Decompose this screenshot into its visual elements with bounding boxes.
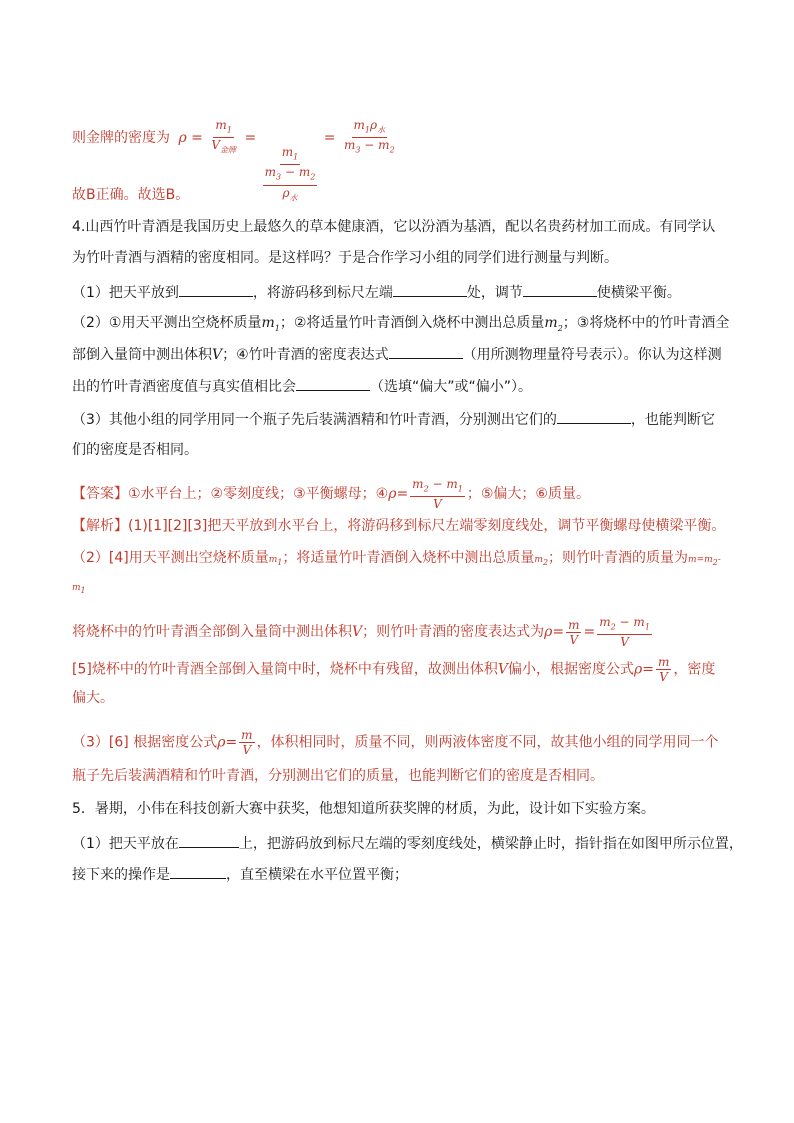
- answer-blank-q5-1[interactable]: [179, 833, 239, 848]
- answer-blank-5[interactable]: [296, 376, 370, 391]
- q4-answer: 【答案】①水平台上；②零刻度线；③平衡螺母；④ρ= $\frac{m_2 - m_1}{V}$ ；⑤偏大；⑥质量。: [72, 477, 590, 512]
- q4-analysis-1: 【解析】(1)[1][2][3]把天平放到水平台上，将游码移到标尺左端零刻度线处，调节平衡螺母使横梁平衡。: [72, 518, 726, 534]
- q5-part1-line1: （1）把天平放在 上，把游码放到标尺左端的零刻度线处，横梁静止时，指针指在如图甲所示位置，: [72, 833, 743, 854]
- answer-tag: 【答案】: [72, 486, 128, 503]
- q4-stem-line2: 为竹叶青酒与酒精的密度相同。是这样吗？于是合作学习小组的同学们进行测量与判断。: [72, 250, 618, 266]
- rho-symbol: ρ: [178, 129, 187, 146]
- q4-part1: （1）把天平放到 ，将游码移到标尺左端 处，调节 使横梁平衡。: [72, 282, 681, 303]
- q4-analysis-5-wrap: 瓶子先后装满酒精和竹叶青酒，分别测出它们的质量，也能判断它们的密度是否相同。: [72, 768, 604, 784]
- analysis-tag: 【解析】: [72, 518, 128, 534]
- answer-blank-6[interactable]: [557, 409, 631, 424]
- q4-analysis-3: 将烧杯中的竹叶青酒全部倒入量筒中测出体积V；则竹叶青酒的密度表达式为ρ= $\frac{m}{V}$ = $\frac{m_2 - m_1}{V}$: [72, 615, 650, 650]
- q4-stem-line1: 4.山西竹叶青酒是我国历史上最悠久的草本健康酒，它以汾酒为基酒，配以名贵药材加工而成。有同学认: [72, 219, 716, 235]
- q4-analysis-4: [5]烧杯中的竹叶青酒全部倒入量筒中时，烧杯中有残留，故测出体积V偏小，根据密度公式ρ= $\frac{m}{V}$ ，密度: [72, 655, 716, 684]
- answer-blank-2[interactable]: [393, 282, 467, 297]
- fraction-compound: $m_1$ $m_3 - m_2$ $\rho_水$: [264, 144, 316, 203]
- answer-blank-1[interactable]: [179, 282, 253, 297]
- answer-blank-q5-2[interactable]: [170, 864, 226, 879]
- prev-conclusion: 故B正确。故选B。: [72, 187, 190, 203]
- eq-sign: =: [191, 129, 203, 146]
- q4-part3-line1: （3）其他小组的同学用同一个瓶子先后装满酒精和竹叶青酒，分别测出它们的 ，也能判断它: [72, 409, 715, 430]
- q5-part1-line2: 接下来的操作是 ，直至横梁在水平位置平衡；: [72, 864, 408, 885]
- q4-analysis-5: （3）[6] 根据密度公式ρ= $\frac{m}{V}$ ，体积相同时，质量不同，则两液体密度不同，故其他小组的同学用同一个: [72, 728, 719, 757]
- q5-stem: 5．暑期，小伟在科技创新大赛中获奖，他想知道所获奖牌的材质，为此，设计如下实验方案。: [72, 801, 655, 817]
- answer-density-fraction: $\frac{m_2 - m_1}{V}$: [412, 477, 463, 512]
- eq-sign-2: =: [244, 129, 257, 146]
- q4-part2-line2: 部倒入量筒中测出体积V；④竹叶青酒的密度表达式 （用所测物理量符号表示）。你认为这样测: [72, 344, 722, 365]
- density-intro: 则金牌的密度为: [72, 129, 170, 146]
- q4-analysis-4-wrap: 偏大。: [72, 690, 114, 706]
- q4-analysis-2-wrap: $m_1$: [72, 583, 86, 595]
- answer-blank-3[interactable]: [523, 282, 597, 297]
- q4-part2-line1: （2）①用天平测出空烧杯质量$m_1$；②将适量竹叶青酒倒入烧杯中测出总质量$m_2$；③将烧杯中的竹叶青酒全: [72, 315, 730, 333]
- q4-analysis-2: （2）[4]用天平测出空烧杯质量$m_1$；将适量竹叶青酒倒入烧杯中测出总质量$m_2$；则竹叶青酒的质量为$m=m_2-$: [72, 550, 721, 567]
- fraction-m1-over-vgold: $\frac{m_1}{V_{金牌}}$: [211, 118, 236, 155]
- q4-part3-line2: 们的密度是否相同。: [72, 442, 198, 458]
- fraction-final: $\frac{m_1\rho_水}{m_3 - m_2}$: [343, 118, 395, 155]
- q4-part2-line3: 出的竹叶青酒密度值与真实值相比会 （选填“偏大”或“偏小”）。: [72, 376, 532, 397]
- answer-blank-4[interactable]: [389, 344, 463, 359]
- eq-sign-3: =: [323, 129, 336, 146]
